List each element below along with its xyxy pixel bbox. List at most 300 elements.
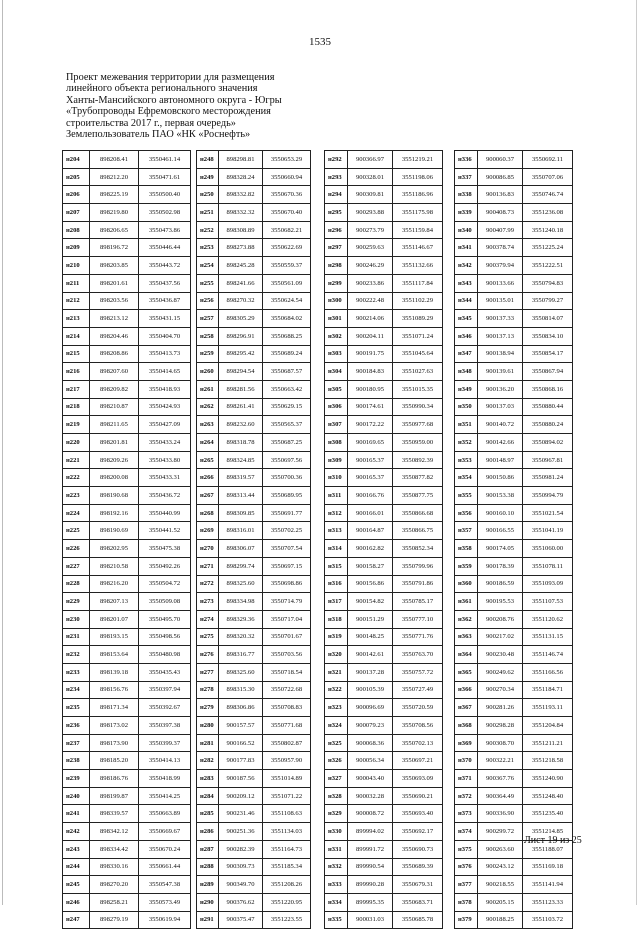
point-id-cell: н354 xyxy=(455,469,478,487)
x-coordinate-cell: 898334.98 xyxy=(219,593,263,611)
table-row xyxy=(325,310,443,328)
x-coordinate-cell: 900137.13 xyxy=(478,327,523,345)
y-coordinate-cell: 3550436.87 xyxy=(139,292,191,310)
y-coordinate-cell: 3550683.71 xyxy=(393,893,443,911)
point-id-cell: н226 xyxy=(63,540,90,558)
table-row xyxy=(325,663,443,681)
point-id-cell: н273 xyxy=(197,593,219,611)
x-coordinate-cell: 898206.65 xyxy=(90,221,139,239)
scan-edge-left xyxy=(2,0,3,905)
x-coordinate-cell: 900191.75 xyxy=(348,345,393,363)
point-id-cell: н317 xyxy=(325,593,348,611)
x-coordinate-cell: 900214.06 xyxy=(348,310,393,328)
y-coordinate-cell: 3551193.11 xyxy=(523,699,573,717)
table-row xyxy=(325,628,443,646)
point-id-cell: н326 xyxy=(325,752,348,770)
point-id-cell: н253 xyxy=(197,239,219,257)
coordinates-table-4 xyxy=(454,150,573,929)
table-row xyxy=(325,380,443,398)
y-coordinate-cell: 3551014.89 xyxy=(263,770,311,788)
y-coordinate-cell: 3550707.06 xyxy=(523,168,573,186)
y-coordinate-cell: 3550624.54 xyxy=(263,292,311,310)
y-coordinate-cell: 3551015.35 xyxy=(393,380,443,398)
point-id-cell: н209 xyxy=(63,239,90,257)
point-id-cell: н372 xyxy=(455,787,478,805)
page-number: 1535 xyxy=(309,36,331,48)
point-id-cell: н283 xyxy=(197,770,219,788)
point-id-cell: н314 xyxy=(325,540,348,558)
point-id-cell: н265 xyxy=(197,451,219,469)
table-row xyxy=(63,628,191,646)
x-coordinate-cell: 898325.60 xyxy=(219,575,263,593)
point-id-cell: н363 xyxy=(455,628,478,646)
point-id-cell: н325 xyxy=(325,734,348,752)
x-coordinate-cell: 900166.01 xyxy=(348,504,393,522)
y-coordinate-cell: 3551184.71 xyxy=(523,681,573,699)
point-id-cell: н321 xyxy=(325,663,348,681)
point-id-cell: н258 xyxy=(197,327,219,345)
x-coordinate-cell: 898200.08 xyxy=(90,469,139,487)
point-id-cell: н345 xyxy=(455,310,478,328)
y-coordinate-cell: 3550708.56 xyxy=(393,717,443,735)
x-coordinate-cell: 898186.76 xyxy=(90,770,139,788)
table-row xyxy=(63,504,191,522)
table-row xyxy=(325,221,443,239)
y-coordinate-cell: 3551198.06 xyxy=(393,168,443,186)
x-coordinate-cell: 898261.41 xyxy=(219,398,263,416)
y-coordinate-cell: 3550867.94 xyxy=(523,363,573,381)
table-row xyxy=(197,221,311,239)
point-id-cell: н216 xyxy=(63,363,90,381)
x-coordinate-cell: 900151.29 xyxy=(348,610,393,628)
point-id-cell: н210 xyxy=(63,257,90,275)
y-coordinate-cell: 3550718.54 xyxy=(263,663,311,681)
table-row xyxy=(325,151,443,169)
table-row xyxy=(325,522,443,540)
x-coordinate-cell: 900154.82 xyxy=(348,593,393,611)
y-coordinate-cell: 3551219.21 xyxy=(393,151,443,169)
table-row xyxy=(197,363,311,381)
x-coordinate-cell: 900251.36 xyxy=(219,823,263,841)
x-coordinate-cell: 900174.61 xyxy=(348,398,393,416)
table-row xyxy=(455,770,573,788)
y-coordinate-cell: 3551089.29 xyxy=(393,310,443,328)
x-coordinate-cell: 898270.20 xyxy=(90,876,139,894)
x-coordinate-cell: 900137.03 xyxy=(478,398,523,416)
table-row xyxy=(63,699,191,717)
point-id-cell: н309 xyxy=(325,451,348,469)
table-row xyxy=(455,628,573,646)
x-coordinate-cell: 898209.26 xyxy=(90,451,139,469)
x-coordinate-cell: 900136.83 xyxy=(478,186,523,204)
point-id-cell: н337 xyxy=(455,168,478,186)
point-id-cell: н373 xyxy=(455,805,478,823)
table-row xyxy=(63,327,191,345)
y-coordinate-cell: 3550866.68 xyxy=(393,504,443,522)
y-coordinate-cell: 3551021.54 xyxy=(523,504,573,522)
x-coordinate-cell: 898207.60 xyxy=(90,363,139,381)
y-coordinate-cell: 3550880.24 xyxy=(523,416,573,434)
point-id-cell: н242 xyxy=(63,823,90,841)
y-coordinate-cell: 3550689.39 xyxy=(393,858,443,876)
x-coordinate-cell: 900249.62 xyxy=(478,663,523,681)
y-coordinate-cell: 3551220.95 xyxy=(263,893,311,911)
point-id-cell: н311 xyxy=(325,487,348,505)
point-id-cell: н238 xyxy=(63,752,90,770)
point-id-cell: н255 xyxy=(197,274,219,292)
x-coordinate-cell: 900136.20 xyxy=(478,380,523,398)
table-row xyxy=(325,787,443,805)
y-coordinate-cell: 3550697.15 xyxy=(263,557,311,575)
table-row xyxy=(63,575,191,593)
table-row xyxy=(325,699,443,717)
table-row xyxy=(63,557,191,575)
x-coordinate-cell: 900184.83 xyxy=(348,363,393,381)
x-coordinate-cell: 898313.44 xyxy=(219,487,263,505)
y-coordinate-cell: 3551146.74 xyxy=(523,646,573,664)
point-id-cell: н266 xyxy=(197,469,219,487)
x-coordinate-cell: 898201.07 xyxy=(90,610,139,628)
table-row xyxy=(63,770,191,788)
point-id-cell: н286 xyxy=(197,823,219,841)
x-coordinate-cell: 900165.37 xyxy=(348,451,393,469)
point-id-cell: н205 xyxy=(63,168,90,186)
x-coordinate-cell: 898316.77 xyxy=(219,646,263,664)
y-coordinate-cell: 3550622.69 xyxy=(263,239,311,257)
point-id-cell: н227 xyxy=(63,557,90,575)
point-id-cell: н275 xyxy=(197,628,219,646)
table-row xyxy=(325,770,443,788)
point-id-cell: н248 xyxy=(197,151,219,169)
point-id-cell: н320 xyxy=(325,646,348,664)
point-id-cell: н272 xyxy=(197,575,219,593)
x-coordinate-cell: 900169.65 xyxy=(348,434,393,452)
point-id-cell: н249 xyxy=(197,168,219,186)
table-row xyxy=(325,434,443,452)
point-id-cell: н344 xyxy=(455,292,478,310)
table-row xyxy=(63,540,191,558)
table-row xyxy=(197,151,311,169)
x-coordinate-cell: 900139.61 xyxy=(478,363,523,381)
y-coordinate-cell: 3551134.03 xyxy=(263,823,311,841)
table-row xyxy=(455,274,573,292)
y-coordinate-cell: 3550802.87 xyxy=(263,734,311,752)
x-coordinate-cell: 898185.20 xyxy=(90,752,139,770)
x-coordinate-cell: 900166.52 xyxy=(219,734,263,752)
x-coordinate-cell: 898199.87 xyxy=(90,787,139,805)
point-id-cell: н340 xyxy=(455,221,478,239)
x-coordinate-cell: 898173.90 xyxy=(90,734,139,752)
y-coordinate-cell: 3550446.44 xyxy=(139,239,191,257)
y-coordinate-cell: 3550414.13 xyxy=(139,752,191,770)
y-coordinate-cell: 3551211.21 xyxy=(523,734,573,752)
x-coordinate-cell: 898318.78 xyxy=(219,434,263,452)
table-row xyxy=(325,681,443,699)
x-coordinate-cell: 900142.61 xyxy=(348,646,393,664)
point-id-cell: н365 xyxy=(455,663,478,681)
table-row xyxy=(63,380,191,398)
table-row xyxy=(455,168,573,186)
point-id-cell: н379 xyxy=(455,911,478,929)
x-coordinate-cell: 898306.86 xyxy=(219,699,263,717)
table-row xyxy=(63,646,191,664)
y-coordinate-cell: 3550771.68 xyxy=(263,717,311,735)
table-row xyxy=(63,717,191,735)
x-coordinate-cell: 898156.76 xyxy=(90,681,139,699)
x-coordinate-cell: 900032.28 xyxy=(348,787,393,805)
x-coordinate-cell: 898306.07 xyxy=(219,540,263,558)
table-row xyxy=(325,487,443,505)
point-id-cell: н376 xyxy=(455,858,478,876)
table-row xyxy=(63,221,191,239)
point-id-cell: н353 xyxy=(455,451,478,469)
x-coordinate-cell: 900166.76 xyxy=(348,487,393,505)
x-coordinate-cell: 900222.48 xyxy=(348,292,393,310)
table-row xyxy=(197,557,311,575)
table-row xyxy=(455,151,573,169)
y-coordinate-cell: 3550413.73 xyxy=(139,345,191,363)
table-row xyxy=(63,840,191,858)
table-row xyxy=(197,752,311,770)
point-id-cell: н369 xyxy=(455,734,478,752)
point-id-cell: н276 xyxy=(197,646,219,664)
point-id-cell: н285 xyxy=(197,805,219,823)
table-row xyxy=(63,681,191,699)
table-row xyxy=(197,663,311,681)
point-id-cell: н252 xyxy=(197,221,219,239)
x-coordinate-cell: 900140.72 xyxy=(478,416,523,434)
x-coordinate-cell: 898201.81 xyxy=(90,434,139,452)
x-coordinate-cell: 898190.69 xyxy=(90,522,139,540)
table-row xyxy=(63,593,191,611)
point-id-cell: н358 xyxy=(455,540,478,558)
point-id-cell: н278 xyxy=(197,681,219,699)
table-row xyxy=(325,858,443,876)
x-coordinate-cell: 898258.21 xyxy=(90,893,139,911)
y-coordinate-cell: 3550663.89 xyxy=(139,805,191,823)
point-id-cell: н310 xyxy=(325,469,348,487)
x-coordinate-cell: 900336.90 xyxy=(478,805,523,823)
table-row xyxy=(325,610,443,628)
x-coordinate-cell: 898196.72 xyxy=(90,239,139,257)
table-row xyxy=(325,911,443,929)
y-coordinate-cell: 3550498.56 xyxy=(139,628,191,646)
x-coordinate-cell: 900208.76 xyxy=(478,610,523,628)
point-id-cell: н338 xyxy=(455,186,478,204)
point-id-cell: н220 xyxy=(63,434,90,452)
point-id-cell: н360 xyxy=(455,575,478,593)
table-row xyxy=(455,911,573,929)
y-coordinate-cell: 3550399.37 xyxy=(139,734,191,752)
table-row xyxy=(455,398,573,416)
table-row xyxy=(197,168,311,186)
point-id-cell: н306 xyxy=(325,398,348,416)
x-coordinate-cell: 900281.26 xyxy=(478,699,523,717)
y-coordinate-cell: 3551131.15 xyxy=(523,628,573,646)
y-coordinate-cell: 3550868.16 xyxy=(523,380,573,398)
x-coordinate-cell: 900293.88 xyxy=(348,204,393,222)
table-row xyxy=(455,504,573,522)
point-id-cell: н296 xyxy=(325,221,348,239)
table-row xyxy=(325,823,443,841)
y-coordinate-cell: 3550431.15 xyxy=(139,310,191,328)
x-coordinate-cell: 898232.60 xyxy=(219,416,263,434)
point-id-cell: н233 xyxy=(63,663,90,681)
table-row xyxy=(63,805,191,823)
y-coordinate-cell: 3550561.09 xyxy=(263,274,311,292)
y-coordinate-cell: 3550697.56 xyxy=(263,451,311,469)
x-coordinate-cell: 900322.21 xyxy=(478,752,523,770)
table-row xyxy=(455,363,573,381)
point-id-cell: н322 xyxy=(325,681,348,699)
table-row xyxy=(325,805,443,823)
y-coordinate-cell: 3550653.29 xyxy=(263,151,311,169)
x-coordinate-cell: 898305.29 xyxy=(219,310,263,328)
table-row xyxy=(197,504,311,522)
point-id-cell: н229 xyxy=(63,593,90,611)
table-row xyxy=(197,876,311,894)
x-coordinate-cell: 900068.36 xyxy=(348,734,393,752)
y-coordinate-cell: 3551208.26 xyxy=(263,876,311,894)
y-coordinate-cell: 3550994.79 xyxy=(523,487,573,505)
x-coordinate-cell: 900246.29 xyxy=(348,257,393,275)
point-id-cell: н323 xyxy=(325,699,348,717)
table-row xyxy=(197,593,311,611)
y-coordinate-cell: 3550660.94 xyxy=(263,168,311,186)
table-row xyxy=(455,610,573,628)
x-coordinate-cell: 899990.28 xyxy=(348,876,393,894)
point-id-cell: н204 xyxy=(63,151,90,169)
table-row xyxy=(325,717,443,735)
point-id-cell: н316 xyxy=(325,575,348,593)
table-row xyxy=(63,186,191,204)
table-row xyxy=(197,628,311,646)
table-row xyxy=(197,327,311,345)
point-id-cell: н304 xyxy=(325,363,348,381)
table-row xyxy=(455,327,573,345)
point-id-cell: н270 xyxy=(197,540,219,558)
y-coordinate-cell: 3550722.68 xyxy=(263,681,311,699)
table-row xyxy=(197,840,311,858)
x-coordinate-cell: 900165.37 xyxy=(348,469,393,487)
point-id-cell: н246 xyxy=(63,893,90,911)
x-coordinate-cell: 898204.46 xyxy=(90,327,139,345)
y-coordinate-cell: 3551240.90 xyxy=(523,770,573,788)
y-coordinate-cell: 3550763.70 xyxy=(393,646,443,664)
y-coordinate-cell: 3550880.44 xyxy=(523,398,573,416)
x-coordinate-cell: 900243.12 xyxy=(478,858,523,876)
table-row xyxy=(63,469,191,487)
x-coordinate-cell: 898193.15 xyxy=(90,628,139,646)
y-coordinate-cell: 3550663.42 xyxy=(263,380,311,398)
x-coordinate-cell: 898295.42 xyxy=(219,345,263,363)
point-id-cell: н308 xyxy=(325,434,348,452)
y-coordinate-cell: 3550443.72 xyxy=(139,257,191,275)
table-row xyxy=(197,451,311,469)
table-row xyxy=(63,858,191,876)
y-coordinate-cell: 3551123.33 xyxy=(523,893,573,911)
point-id-cell: н371 xyxy=(455,770,478,788)
x-coordinate-cell: 900079.23 xyxy=(348,717,393,735)
x-coordinate-cell: 900008.72 xyxy=(348,805,393,823)
y-coordinate-cell: 3550573.49 xyxy=(139,893,191,911)
x-coordinate-cell: 900375.47 xyxy=(219,911,263,929)
table-row xyxy=(197,893,311,911)
table-row xyxy=(63,398,191,416)
x-coordinate-cell: 898213.12 xyxy=(90,310,139,328)
table-row xyxy=(63,363,191,381)
x-coordinate-cell: 898308.89 xyxy=(219,221,263,239)
point-id-cell: н256 xyxy=(197,292,219,310)
x-coordinate-cell: 900043.40 xyxy=(348,770,393,788)
y-coordinate-cell: 3550433.80 xyxy=(139,451,191,469)
x-coordinate-cell: 900096.69 xyxy=(348,699,393,717)
point-id-cell: н287 xyxy=(197,840,219,858)
table-row xyxy=(197,257,311,275)
y-coordinate-cell: 3551248.40 xyxy=(523,787,573,805)
table-row xyxy=(325,469,443,487)
table-row xyxy=(197,292,311,310)
table-row xyxy=(325,752,443,770)
y-coordinate-cell: 3551225.24 xyxy=(523,239,573,257)
y-coordinate-cell: 3550785.17 xyxy=(393,593,443,611)
y-coordinate-cell: 3550392.67 xyxy=(139,699,191,717)
y-coordinate-cell: 3551103.72 xyxy=(523,911,573,929)
table-row xyxy=(325,345,443,363)
point-id-cell: н352 xyxy=(455,434,478,452)
table-row xyxy=(455,451,573,469)
y-coordinate-cell: 3551060.00 xyxy=(523,540,573,558)
table-row xyxy=(63,310,191,328)
table-row xyxy=(325,504,443,522)
y-coordinate-cell: 3550480.98 xyxy=(139,646,191,664)
y-coordinate-cell: 3550799.96 xyxy=(393,557,443,575)
table-row xyxy=(63,168,191,186)
y-coordinate-cell: 3550670.24 xyxy=(139,840,191,858)
x-coordinate-cell: 900164.87 xyxy=(348,522,393,540)
title-line: Землепользователь ПАО «НК «Роснефть» xyxy=(66,129,251,141)
x-coordinate-cell: 898324.85 xyxy=(219,451,263,469)
point-id-cell: н333 xyxy=(325,876,348,894)
title-line: линейного объекта регионального значения xyxy=(66,83,258,95)
y-coordinate-cell: 3551188.07 xyxy=(523,840,573,858)
x-coordinate-cell: 900148.25 xyxy=(348,628,393,646)
x-coordinate-cell: 900218.55 xyxy=(478,876,523,894)
y-coordinate-cell: 3551223.55 xyxy=(263,911,311,929)
coordinates-table-2 xyxy=(196,150,311,929)
table-row xyxy=(197,805,311,823)
table-row xyxy=(455,310,573,328)
y-coordinate-cell: 3550687.57 xyxy=(263,363,311,381)
point-id-cell: н292 xyxy=(325,151,348,169)
y-coordinate-cell: 3551175.98 xyxy=(393,204,443,222)
y-coordinate-cell: 3550866.75 xyxy=(393,522,443,540)
y-coordinate-cell: 3550690.73 xyxy=(393,840,443,858)
y-coordinate-cell: 3550500.40 xyxy=(139,186,191,204)
point-id-cell: н324 xyxy=(325,717,348,735)
table-row xyxy=(63,151,191,169)
point-id-cell: н349 xyxy=(455,380,478,398)
y-coordinate-cell: 3550427.09 xyxy=(139,416,191,434)
y-coordinate-cell: 3550698.86 xyxy=(263,575,311,593)
table-row xyxy=(455,221,573,239)
table-row xyxy=(325,646,443,664)
point-id-cell: н228 xyxy=(63,575,90,593)
y-coordinate-cell: 3551240.18 xyxy=(523,221,573,239)
table-row xyxy=(325,239,443,257)
point-id-cell: н224 xyxy=(63,504,90,522)
table-row xyxy=(455,805,573,823)
